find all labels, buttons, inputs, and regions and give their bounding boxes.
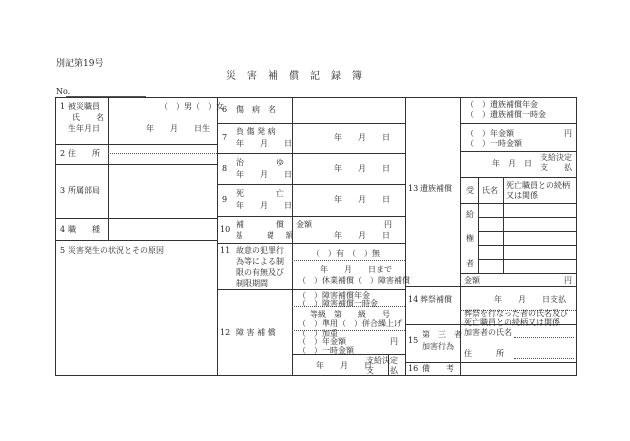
survivor-payment-date[interactable]: 年 月 日 [492,159,532,168]
cure-date-value[interactable]: 年 月 日 [334,164,390,173]
disability-apply-option[interactable]: （ ）準用（ ）併合繰上げ [298,319,402,328]
label-birthdate: 生年月日 [68,124,100,133]
no-label: No. [56,87,71,96]
survivor-amount-label: 金額 [464,276,480,285]
base-amount-label: 金額 [296,220,312,229]
disability-lumpsum-option[interactable]: （ ）障害補償一時金 [298,299,378,308]
disability-pension-option[interactable]: （ ）障害補償年金 [298,291,370,300]
label-disability-compensation: 障 害 補 償 [236,328,276,337]
label-funeral-compensation: 葬祭補償 [420,295,452,304]
assailant-address-label: 住 所 [464,349,504,358]
label-compensation-base: 補 償 [236,220,284,229]
death-date-value[interactable]: 年 月 日 [334,195,390,204]
restriction-until[interactable]: 年 月 日まで [320,265,392,274]
label-death-date: 死 亡 [236,189,284,198]
base-amount-date[interactable]: 年 月 日 [334,231,390,240]
survivor-lumpsum-option[interactable]: （ ）遺族補償一時金 [466,110,546,119]
restriction-option[interactable]: （ ）有 （ ）無 [312,249,380,258]
funeral-payment-date[interactable]: 年 月 日支払 [494,295,566,304]
injury-date-value[interactable]: 年 月 日 [334,133,390,142]
label-name: 氏 名 [72,113,104,122]
beneficiary-relation-label: 死亡職員との続柄 [506,181,570,190]
sex-checkbox[interactable]: （ ）男（ ）女 [160,102,224,111]
label-department: 所属部局 [68,186,100,195]
form-number: 別記第19号 [56,59,104,69]
disability-grade[interactable]: 等級 第 級 号 [310,310,390,319]
funeral-performer: 葬祭を行なった者の氏名及び [464,309,568,318]
disability-payment-date[interactable]: 年 月 日 [316,361,372,370]
survivor-lumpsum-amount[interactable]: （ ）一時金額 [466,139,522,148]
label-address: 住 所 [68,149,100,158]
label-cure-date: 治 ゆ [236,158,284,167]
assailant-name-label: 加害者の氏名 [464,328,512,337]
label-survivor-compensation: 遺族補償 [420,184,452,193]
disability-lumpsum-amount[interactable]: （ ）一時金額 [298,346,354,355]
disability-pension-amount[interactable]: （ ）年金額 [298,337,346,346]
label-third-party: 第 三 者 [422,330,462,339]
survivor-pension-option[interactable]: （ ）遺族補償年金 [466,100,538,109]
label-remarks: 備 考 [422,364,454,373]
label-injury-name: 傷 病 名 [236,105,276,114]
restriction-type[interactable]: （ ）休業補償（ ）障害補償 [298,276,410,285]
disability-add-option[interactable]: （ ）加重 [298,329,338,338]
birthdate-value[interactable]: 年 月 日生 [146,124,210,133]
label-injury-date: 負 傷 発 病 [236,127,276,136]
page: 別記第19号 災害補償記録簿 No. 1 被災職員 氏 名 生年月日 （ ）男（ ）女 年 月 日生 2 住 所 3 所属部局 4 職 種 5 災害発生の状況とその原因 6 傷 病 名 7 負 傷 発 病 年 月 日 年 月 日 8 治 ゆ 年 月 日 年 月 日 9 死 亡 年 月 日 年 月 日 10 補 償 基 礎 額 金額 円 年 月 日 11 故意の犯罪行 為等による制 限の有無及び 制限期間 （ ）有 （ ）無 年 月 日まで （ ）休業補償（ ）障害補償 12 障 害 補 償 （ ）障害補償年金 （ ）障害補償一時金 等級 第 級 号 （ ）準用（ ）併合繰上げ （ ）加重 （ ）年金額 円 （ ）一時金額 年 月 日 支給決定 支 払 13 遺族補償 （ ）遺族補償年金 （ ）遺族補償一時金 （ ）年金額 円 （ ）一時金額 年 月 日 支給決定 支 払 受 給 権 者 氏名 死亡職員との続柄 又は関係 金額 円 14 葬祭補償 年 月 日支払 葬祭を行なった者の氏名及び 死亡職員との続柄又は関係 15 第 三 者 加害行為 加害者の氏名 住 所 16 備 考 [0,0,630,441]
label-victim: 被災職員 [68,102,100,111]
survivor-pension-amount[interactable]: （ ）年金額 [466,129,514,138]
label-restriction: 故意の犯罪行 [236,246,284,255]
page-title: 災害補償記録簿 [226,71,373,82]
label-accident-cause: 災害発生の状況とその原因 [68,246,164,255]
label-occupation: 職 種 [68,225,100,234]
beneficiary-name-label: 氏名 [482,186,498,195]
